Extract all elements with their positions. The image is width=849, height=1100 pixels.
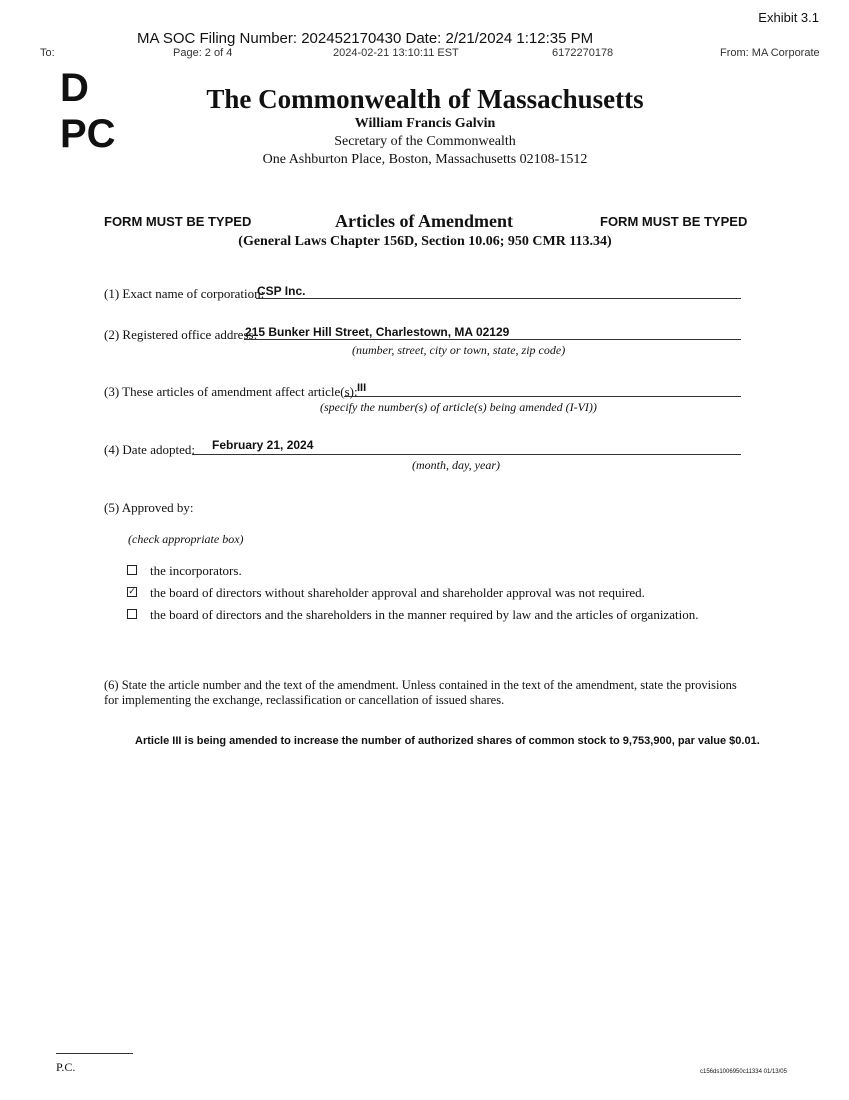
articles-hint: (specify the number(s) of article(s) being amended (I-VI))	[320, 400, 597, 414]
stamp-pc: PC	[60, 112, 116, 156]
section6-line1: (6) State the article number and the text of the amendment. Unless contained in the text of the amendment, state the provisions	[104, 678, 737, 692]
date-adopted-value: February 21, 2024	[212, 438, 314, 452]
option-board-only-label: the board of directors without shareholder approval and shareholder approval was not required.	[150, 585, 645, 600]
amendment-text: Article III is being amended to increase the number of authorized shares of common stock to 9,753,900, par value $0.01.	[135, 735, 760, 747]
office-address-label: (2) Registered office address:	[104, 327, 258, 342]
corp-name-label: (1) Exact name of corporation:	[104, 286, 265, 301]
checkbox-incorporators[interactable]	[127, 565, 137, 575]
form-subtitle: (General Laws Chapter 156D, Section 10.06; 950 CMR 113.34)	[238, 234, 612, 249]
checkbox-board-and-shareholders[interactable]	[127, 609, 137, 619]
footer-form-code: c156ds1006950c11334 01/13/05	[700, 1069, 787, 1075]
approved-by-hint: (check appropriate box)	[128, 532, 244, 546]
letterhead-office: Secretary of the Commonwealth	[334, 134, 516, 149]
fax-to: To:	[40, 47, 55, 59]
exhibit-label: Exhibit 3.1	[758, 10, 819, 25]
letterhead-name: William Francis Galvin	[354, 116, 496, 131]
date-adopted-label: (4) Date adopted:	[104, 442, 195, 457]
footer-rule	[56, 1053, 133, 1054]
date-adopted-hint: (month, day, year)	[412, 458, 500, 472]
approved-by-label: (5) Approved by:	[104, 500, 194, 515]
fax-page: Page: 2 of 4	[173, 47, 233, 59]
fax-timestamp: 2024-02-21 13:10:11 EST	[333, 47, 459, 59]
option-incorporators-label: the incorporators.	[150, 563, 242, 578]
fax-phone: 6172270178	[552, 47, 614, 59]
stamp-d: D	[60, 66, 89, 110]
fax-filing-line: MA SOC Filing Number: 202452170430 Date: 2/21/2024 1:12:35 PM	[137, 30, 594, 47]
office-address-underline	[244, 339, 741, 340]
option-board-shareholders-label: the board of directors and the shareholders in the manner required by law and the articles of organization.	[150, 607, 699, 622]
section6-line2: for implementing the exchange, reclassification or cancellation of issued shares.	[104, 693, 505, 707]
checkbox-board-only[interactable]: ✓	[128, 587, 136, 597]
form-must-typed-right: FORM MUST BE TYPED	[600, 214, 748, 229]
footer-pc: P.C.	[56, 1060, 76, 1074]
letterhead-address: One Ashburton Place, Boston, Massachusetts 02108-1512	[262, 152, 588, 167]
articles-value: III	[357, 382, 367, 394]
office-address-value: 215 Bunker Hill Street, Charlestown, MA 02129	[245, 325, 510, 339]
corp-name-value: CSP Inc.	[257, 284, 306, 298]
office-address-hint: (number, street, city or town, state, zip code)	[352, 343, 566, 357]
letterhead-title: The Commonwealth of Massachusetts	[206, 84, 644, 114]
articles-underline	[344, 396, 741, 397]
corp-name-underline	[256, 298, 741, 299]
date-adopted-underline	[192, 454, 741, 455]
articles-label: (3) These articles of amendment affect article(s):	[104, 384, 358, 399]
form-must-typed-left: FORM MUST BE TYPED	[104, 214, 252, 229]
fax-from: From: MA Corporate	[720, 47, 820, 59]
form-title: Articles of Amendment	[335, 211, 513, 231]
